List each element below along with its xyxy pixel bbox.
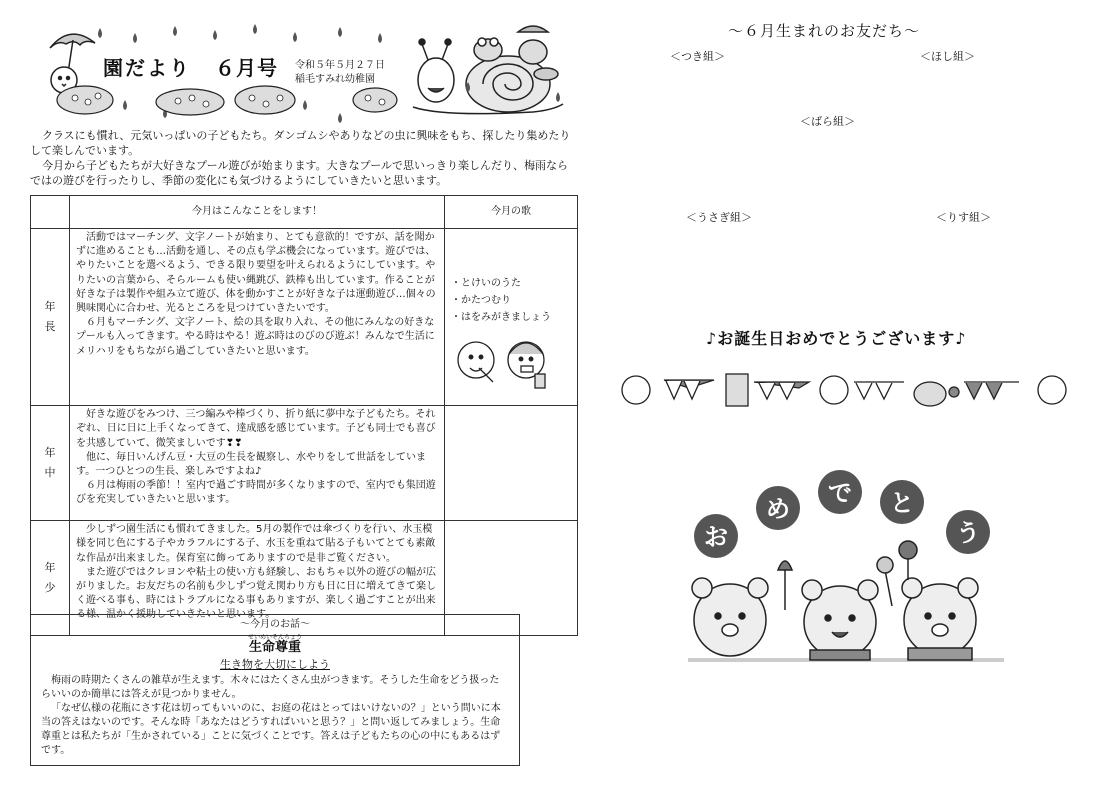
- songs-list: [451, 275, 571, 326]
- activity-paragraph: 活動ではマーチング、文字ノートが始まり、とても意欲的！ですが、話を聞かずに進めることも…活動を通し、その点も学ぶ機会になっています。遊びでは、やりたいことを選べるよう、できる限り要望を叶えられるようにしています。やりたいの言葉から、そらルームも使い縄跳び、鉄棒も出しています。作ることが好きな子は製作や組み立て遊び、体を動かすことが好きな子は運動遊び…個々の興味関心に合わせ、光るところを見つけていきたいです。: [76, 232, 436, 315]
- grade-label: 年 中: [44, 446, 56, 480]
- newsletter-title: 園だより: [103, 56, 191, 80]
- omedetou-char: う: [956, 519, 980, 547]
- monthly-story-box: [30, 614, 520, 766]
- class-tsuki: ＜つき組＞: [670, 50, 725, 63]
- table-header-row: [31, 196, 578, 229]
- class-risu: ＜りす組＞: [936, 211, 991, 224]
- activity-paragraph: ６月もマーチング、文字ノート、絵の具を取り入れ、その他にみんなの好きなプールも入ってきます。やる時はやる！遊ぶ時はのびのび遊ぶ！みんなで生活にメリハリをもちながら過ごしていきたいと思います。: [76, 317, 435, 357]
- frog-icon: [1038, 376, 1066, 404]
- story-subtitle: 生き物を大切にしよう: [220, 658, 330, 671]
- school-name: 稲毛すみれ幼稚園: [295, 74, 375, 85]
- activity-paragraph: 好きな遊びをみつけ、三つ編みや棒づくり、折り紙に夢中な子どもたち。それぞれ、日に日に上手くなってきて、達成感を感じています。子ども同士でも喜びを共感していて、微笑ましいです❣❣: [76, 409, 436, 449]
- activity-paragraph: ６月は梅雨の季節！！室内で過ごす時間が多くなりますので、室内でも集団遊びを充実していきたいと思います。: [76, 480, 436, 506]
- story-title: 生命尊重: [248, 640, 301, 655]
- frog-icon: [622, 376, 650, 404]
- omedetou-char: お: [704, 523, 728, 551]
- omedetou-bears-illustration: [680, 470, 1020, 670]
- birthday-message: ♪お誕生日おめでとうございます♪: [706, 329, 967, 348]
- grade-cell: [31, 229, 70, 406]
- intro-paragraph-2: 今月から子どもたちが大好きなプール遊びが始まります。大きなプールで思いっきり楽しんだり、梅雨ならではの遊びを行ったりし、季節の変化にも気づけるようにしていきたいと思います。: [30, 159, 569, 187]
- class-bara: ＜ばら組＞: [800, 115, 855, 128]
- song-item: ・かたつむり: [451, 295, 511, 306]
- activity-paragraph: 少しずつ園生活にも慣れてきました。5月の製作では傘づくりを行い、水玉模様を同じ色にする子やカラフルにする子、水玉を重ねて貼る子もいてとても素敵な作品が出来ました。保育室に飾ってありますので是非ご覧ください。: [76, 524, 436, 564]
- activity-paragraph: また遊びではクレヨンや粘土の使い方も経験し、おもちゃ以外の遊びの幅が広がりました。お友だちの名前も少しずつ覚え関わり方も日に日に増えてきて楽しく遊べる事も、時にはトラブルになる事もありますが、楽しく過ごすことが出来る様、温かく援助していきたいと思います。: [76, 566, 436, 621]
- frog-icon: [820, 376, 848, 404]
- cake-icon: [914, 382, 946, 406]
- omedetou-char: で: [828, 479, 852, 507]
- intro-paragraph-1: クラスにも慣れ、元気いっぱいの子どもたち。ダンゴムシやありなどの虫に興味をもち、探したり集めたりして楽しんでいます。: [30, 129, 571, 157]
- class-hoshi: ＜ほし組＞: [920, 50, 975, 63]
- monthly-plan-table: [30, 195, 578, 636]
- activity-cell: [70, 406, 445, 521]
- story-ruby: せいめいそんちょう: [247, 634, 302, 641]
- table-row: [31, 229, 578, 406]
- story-heading: ～今月のお話～: [240, 619, 310, 630]
- song-item: ・はをみがきましょう: [451, 312, 551, 323]
- story-body: [31, 674, 519, 758]
- grade-cell: [31, 406, 70, 521]
- songs-cell-empty: [445, 406, 578, 521]
- omedetou-char: め: [766, 495, 790, 523]
- toothbrush-kids-illustration: [451, 332, 561, 394]
- intro-text: [30, 128, 578, 188]
- omedetou-char: と: [890, 489, 914, 517]
- snail-frogs-illustration: [408, 22, 578, 117]
- story-paragraph-1: 梅雨の時期たくさんの雑草が生えます。木々にはたくさん虫がつきます。そうした生命をどう扱ったらいいのか簡単には答えが見つかりません。: [41, 675, 500, 700]
- issue-date: 令和５年５月２７日: [295, 60, 385, 71]
- table-row: [31, 406, 578, 521]
- activity-paragraph: 他に、毎日いんげん豆・大豆の生長を観察し、水やりをして世話をしています。一つひとつの生長、楽しみですよね♪: [76, 451, 426, 478]
- table-header-grade: [31, 196, 70, 229]
- bunting-garland-illustration: [614, 368, 1074, 418]
- birthday-section-title: ～６月生まれのお友だち～: [728, 22, 921, 40]
- grade-label: 年 長: [44, 300, 56, 334]
- table-header-songs: 今月の歌: [445, 196, 578, 229]
- table-header-activity: 今月はこんなことをします！: [70, 196, 445, 229]
- song-item: ・とけいのうた: [451, 278, 521, 289]
- class-usagi: ＜うさぎ組＞: [686, 211, 752, 224]
- story-paragraph-2: 「なぜ仏様の花瓶にさす花は切ってもいいのに、お庭の花はとってはいけないの？」という問いに本当の答えはないのです。そんな時「あなたはどうすればいいと思う？」と問い返してみましょう。生命尊重とは私たちが「生かされている」ことに気づくことです。答えは子どもたちの心の中にもあるはずです。: [41, 703, 501, 756]
- songs-cell: [445, 229, 578, 406]
- activity-cell: [70, 229, 445, 406]
- grade-label: 年 少: [44, 561, 56, 595]
- issue-label: ６月号: [215, 56, 278, 80]
